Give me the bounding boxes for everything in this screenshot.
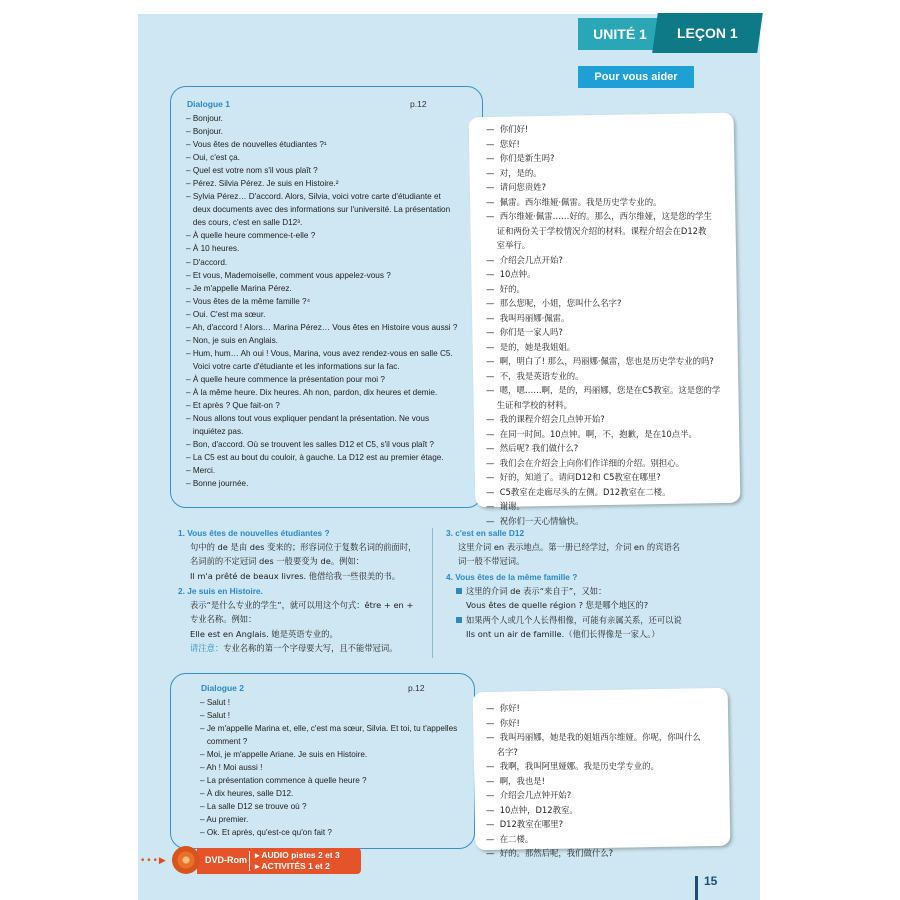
dialogue-line-french: – La présentation commence à quelle heure ? bbox=[200, 776, 367, 786]
dialogue-line-chinese: — 你好! bbox=[486, 717, 520, 728]
note-4-title: 4. Vous êtes de la même famille ? bbox=[446, 572, 578, 582]
dialogue-line-french: – Moi, je m'appelle Ariane. Je suis en Histoire. bbox=[200, 750, 368, 760]
dialogue-line-chinese: — 佩雷。西尔维娅·佩雷。我是历史学专业的。 bbox=[486, 196, 662, 207]
dialogue-line-french: comment ? bbox=[200, 737, 248, 747]
dialogue-line-chinese: 名字? bbox=[486, 746, 518, 757]
notes-divider bbox=[432, 528, 433, 658]
dialogue-line-chinese: — 介绍会几点开始? bbox=[486, 254, 563, 265]
dialogue-line-french: – Non, je suis en Anglais. bbox=[186, 335, 278, 345]
dialogue-line-chinese: — 然后呢? 我们做什么? bbox=[486, 443, 579, 453]
dialogue-line-french: – Salut ! bbox=[200, 698, 231, 707]
dialogue1-title: Dialogue 1 bbox=[187, 99, 230, 109]
note-2-attention bbox=[178, 641, 428, 655]
dvd-activities-text: ACTIVITÉS 1 et 2 bbox=[261, 861, 330, 871]
dialogue-line-french: – Pérez. Silvia Pérez. Je suis en Histoire.² bbox=[186, 179, 339, 189]
lesson-tab-label: LEÇON 1 bbox=[677, 25, 738, 41]
dialogue-line-chinese: 证和两份关于学校情况介绍的材料。课程介绍会在D12教 bbox=[486, 225, 707, 236]
dialogue-line-french: – Je m'appelle Marina et, elle, c'est ma sœur, Silvia. Et toi, tu t'appelles bbox=[200, 724, 458, 734]
dialogue-line-chinese: — 我们会在介绍会上向你们作详细的介绍。别担心。 bbox=[486, 457, 684, 468]
dvd-audio-text: AUDIO pistes 2 et 3 bbox=[261, 850, 340, 860]
note-2 bbox=[178, 584, 428, 655]
dialogue-line-french: – Oui. C'est ma sœur. bbox=[186, 309, 266, 319]
dialogue-line-french: inquiétez pas. bbox=[186, 427, 244, 437]
dialogue-line-chinese: — 你们是新生吗? bbox=[486, 153, 555, 163]
dialogue-line-french: – Merci. bbox=[186, 466, 216, 476]
dialogue-line-french: – Ok. Et après, qu'est-ce qu'on fait ? bbox=[200, 828, 332, 838]
note-3-title: 3. c'est en salle D12 bbox=[446, 528, 525, 538]
dialogue-line-chinese: — 啊，明白了! 那么，玛丽娜·佩雷，您也是历史学专业的吗? bbox=[486, 356, 714, 366]
dialogue-line-chinese: — 在同一时间。10点钟。啊，不，抱歉，是在10点半。 bbox=[486, 428, 697, 439]
dialogue-line-french: – Vous êtes de nouvelles étudiantes ?¹ bbox=[186, 140, 327, 150]
dvd-label: DVD-Rom bbox=[205, 855, 247, 865]
dialogue1-french-lines bbox=[186, 112, 457, 490]
note-2-attention-text: 专业名称的第一个字母要大写，且不能带冠词。 bbox=[223, 642, 398, 653]
note-4 bbox=[446, 570, 741, 641]
dialogue-line-french: – Je m'appelle Marina Pérez. bbox=[186, 283, 292, 293]
note-3-line: 这里介词 en 表示地点。第一册已经学过，介词 en 的宾语名 bbox=[458, 542, 681, 553]
dialogue-line-french: – Bon, d'accord. Où se trouvent les salles D12 et C5, s'il vous plaît ? bbox=[186, 440, 434, 450]
dialogue-line-french: – Hum, hum… Ah oui ! Vous, Marina, vous avez rendez-vous en salle C5. bbox=[186, 348, 453, 358]
dialogue-line-french: – Vous êtes de la même famille ?⁴ bbox=[186, 296, 311, 306]
dvd-rom-bar bbox=[197, 848, 361, 874]
square-bullet-icon bbox=[456, 617, 462, 623]
dialogue-line-chinese: — 10点钟，D12教室。 bbox=[486, 804, 578, 815]
dialogue-line-chinese: — 你们好! bbox=[486, 124, 529, 134]
unit-tab: UNITÉ 1 bbox=[578, 18, 662, 50]
dialogue-line-chinese: — 我啊，我叫阿里娅娜。我是历史学专业的。 bbox=[486, 761, 659, 771]
dialogue-line-french: – Bonne journée. bbox=[186, 479, 249, 489]
note-4-line bbox=[446, 613, 741, 627]
note-1 bbox=[178, 526, 428, 583]
dialogue-line-chinese: — 在二楼。 bbox=[486, 833, 534, 844]
dialogue-line-french: – Et après ? Que fait-on ? bbox=[186, 401, 280, 411]
section-banner: Pour vous aider bbox=[578, 66, 694, 88]
dialogue-line-chinese: — 嗯，嗯……啊，是的，玛丽娜，您是在C5教室。这是您的学 bbox=[486, 385, 721, 395]
dialogue-line-french: – Nous allons tout vous expliquer pendant la présentation. Ne vous bbox=[186, 414, 430, 424]
note-1-line: 名词前的不定冠词 des 一般要变为 de。例如： bbox=[190, 556, 365, 567]
dialogue-line-chinese: — 是的，她是我姐姐。 bbox=[486, 341, 576, 352]
dialogue-line-chinese: — 西尔维娅·佩雷……好的。那么，西尔维娅，这是您的学生 bbox=[486, 211, 712, 221]
dvd-separator bbox=[249, 851, 250, 871]
dialogue-line-french: – Quel est votre nom s'il vous plaît ? bbox=[186, 166, 318, 176]
dialogue-line-french: – Ah, d'accord ! Alors… Marina Pérez… Vous êtes en Histoire vous aussi ? bbox=[186, 322, 458, 332]
dialogue2-page-ref: p.12 bbox=[408, 683, 425, 693]
note-1-title: 1. Vous êtes de nouvelles étudiantes ? bbox=[178, 528, 330, 538]
dialogue2-french-lines bbox=[200, 696, 457, 840]
note-4-text: 如果两个人或几个人长得相像，可能有亲属关系，还可以说 bbox=[466, 614, 682, 625]
note-4-line bbox=[446, 584, 741, 598]
dialogue-line-french: – La salle D12 se trouve où ? bbox=[200, 802, 307, 812]
dialogue-line-french: – Et vous, Mademoiselle, comment vous appelez-vous ? bbox=[186, 270, 391, 280]
dialogue-line-chinese: — 我叫玛丽娜，她是我的姐姐西尔维娅。你呢，你叫什么 bbox=[486, 732, 701, 742]
dialogue-line-chinese: — 那么您呢，小姐，您叫什么名字? bbox=[486, 298, 622, 308]
dialogue-line-chinese: — 我叫玛丽娜·佩雷。 bbox=[486, 312, 570, 323]
dialogue-line-chinese: — 你好! bbox=[486, 703, 520, 713]
dialogue-line-chinese: — 不，我是英语专业的。 bbox=[486, 370, 584, 381]
dialogue-line-french: deux documents avec des informations sur l'université. La présentation bbox=[186, 205, 451, 215]
dialogue-line-french: – À la même heure. Dix heures. Ah non, pardon, dix heures et demie. bbox=[186, 387, 438, 397]
dialogue-line-french: – Bonjour. bbox=[186, 127, 223, 137]
dialogue-line-french: – À dix heures, salle D12. bbox=[200, 789, 294, 799]
page-number-rule bbox=[695, 876, 698, 900]
dialogue-line-chinese: — 好的，知道了。请问D12和 C5教室在哪里? bbox=[486, 472, 661, 482]
note-4-line: Ils ont un air de famille.（他们长得像是一家人。） bbox=[466, 628, 660, 639]
note-2-title: 2. Je suis en Histoire. bbox=[178, 586, 263, 596]
dialogue2-chinese-lines bbox=[486, 701, 701, 861]
dialogue-line-chinese: — 10点钟。 bbox=[486, 269, 536, 279]
dialogue-line-french: – À quelle heure commence la présentation pour moi ? bbox=[186, 374, 385, 384]
lesson-tab bbox=[652, 13, 763, 53]
dialogue-line-french: Voici votre carte d'étudiante et les informations sur la fac. bbox=[186, 361, 400, 371]
dialogue-line-chinese: — 好的。那然后呢，我们做什么? bbox=[486, 848, 614, 858]
dialogue-line-chinese: — 祝你们一天心情愉快。 bbox=[486, 515, 584, 526]
dialogue-line-chinese: — D12教室在哪里? bbox=[486, 819, 564, 829]
dialogue-line-french: des cours, c'est en salle D12³. bbox=[186, 218, 303, 228]
dialogue-line-chinese: — C5教室在走廊尽头的左侧。D12教室在二楼。 bbox=[486, 486, 671, 497]
square-bullet-icon bbox=[456, 588, 462, 594]
dialogue-line-chinese: — 我的课程介绍会几点钟开始? bbox=[486, 414, 605, 424]
dialogue-line-french: – Au premier. bbox=[200, 815, 249, 825]
dialogue-line-french: – D'accord. bbox=[186, 257, 228, 267]
dialogue-line-french: – Bonjour. bbox=[186, 114, 223, 123]
note-2-line: Elle est en Anglais. 她是英语专业的。 bbox=[190, 628, 338, 639]
dvd-audio-link: ▸ AUDIO pistes 2 et 3 bbox=[255, 850, 340, 860]
dialogue-line-chinese: — 谢谢。 bbox=[486, 501, 525, 511]
dialogue-line-french: – Oui, c'est ça. bbox=[186, 153, 240, 163]
dialogue-line-french: – Ah ! Moi aussi ! bbox=[200, 763, 263, 773]
dialogue-line-chinese: — 介绍会几点钟开始? bbox=[486, 790, 572, 800]
dialogue-line-chinese: — 啊，我也是! bbox=[486, 775, 545, 786]
note-3-line: 词一般不带冠词。 bbox=[458, 556, 525, 567]
page-number: 15 bbox=[704, 874, 718, 888]
note-4-text: 这里的介词 de 表示“来自于”，又如： bbox=[466, 586, 607, 597]
dialogue1-chinese-lines bbox=[486, 122, 720, 528]
dvd-disc-icon bbox=[172, 846, 200, 874]
dialogue-line-chinese: 生证和学校的材料。 bbox=[486, 399, 573, 410]
dialogue-line-french: – La C5 est au bout du couloir, à gauche. La D12 est au premier étage. bbox=[186, 453, 444, 463]
dialogue-line-french: – Sylvia Pérez… D'accord. Alors, Silvia, voici votre carte d'étudiante et bbox=[186, 192, 441, 202]
dialogue-line-chinese: 室举行。 bbox=[486, 240, 531, 250]
dialogue-line-french: – Salut ! bbox=[200, 711, 231, 721]
dialogue2-title: Dialogue 2 bbox=[201, 683, 244, 693]
note-3 bbox=[446, 526, 736, 569]
note-1-line: 句中的 de 是由 des 变来的；形容词位于复数名词的前面时， bbox=[190, 542, 417, 553]
dialogue-line-chinese: — 您好! bbox=[486, 138, 520, 149]
dialogue-line-french: – À 10 heures. bbox=[186, 244, 240, 254]
dotted-arrow-icon: •••▶ bbox=[140, 856, 167, 866]
note-2-line: 表示“是什么专业的学生”，就可以用这个句式：être + en + bbox=[190, 600, 414, 611]
dialogue-line-french: – À quelle heure commence-t-elle ? bbox=[186, 231, 316, 241]
dvd-activities-link: ▸ ACTIVITÉS 1 et 2 bbox=[255, 861, 330, 871]
note-1-line: Il m'a prêté de beaux livres. 他借给我一些很美的书。 bbox=[190, 570, 401, 581]
note-4-line: Vous êtes de quelle région ? 您是哪个地区的? bbox=[466, 600, 649, 611]
dialogue-line-chinese: — 请问您贵姓? bbox=[486, 182, 547, 192]
note-2-attention-label: 请注意： bbox=[190, 642, 224, 653]
dialogue-line-chinese: — 好的。 bbox=[486, 283, 525, 294]
dialogue-line-chinese: — 对，是的。 bbox=[486, 167, 542, 178]
dialogue1-page-ref: p.12 bbox=[410, 99, 427, 109]
dialogue-line-chinese: — 你们是一家人吗? bbox=[486, 327, 563, 337]
note-2-line: 专业名称。例如： bbox=[190, 614, 257, 625]
